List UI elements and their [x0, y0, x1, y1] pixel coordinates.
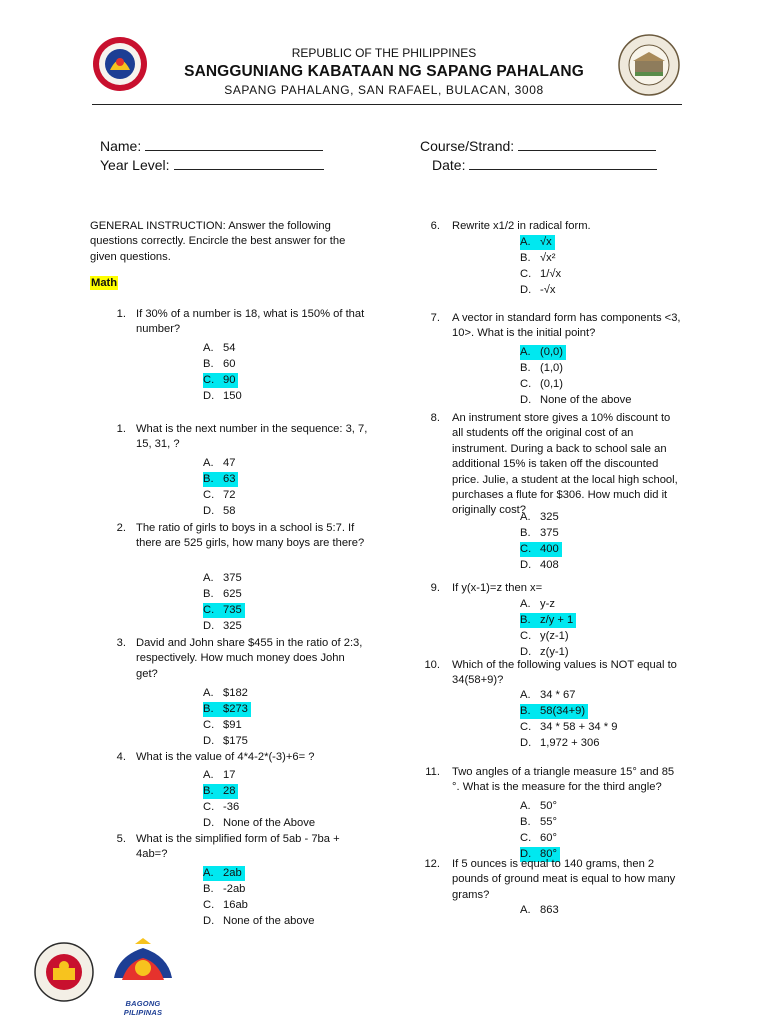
barangay-seal: [618, 34, 680, 96]
answer-choice[interactable]: [203, 768, 235, 783]
answer-choice[interactable]: [520, 736, 599, 751]
answer-choice[interactable]: [203, 898, 248, 913]
answer-choice[interactable]: [203, 341, 235, 356]
answer-choice[interactable]: [520, 815, 557, 830]
choice-letter: B.: [520, 362, 531, 374]
choice-letter: B.: [520, 816, 531, 828]
answer-choice[interactable]: [520, 361, 563, 376]
question-number: 1.: [116, 308, 126, 320]
date-field: [432, 157, 657, 173]
choice-text: 863: [540, 904, 559, 916]
answer-choice[interactable]: [203, 389, 242, 404]
choice-letter: D.: [203, 390, 215, 402]
question-text: The ratio of girls to boys in a school is 5:7. If there are 525 girls, how many boys are there?: [136, 522, 365, 550]
choice-text: 735: [223, 604, 242, 616]
organization-name: SANGGUNIANG KABATAAN NG SAPANG PAHALANG: [184, 63, 584, 80]
section-label-math: Math: [91, 277, 118, 289]
answer-choice-highlighted[interactable]: [203, 784, 238, 799]
choice-letter: C.: [203, 374, 215, 386]
choice-text: 1,972 + 306: [540, 737, 600, 749]
choice-text: 150: [223, 390, 242, 402]
choice-letter: A.: [203, 687, 214, 699]
choice-text: 80°: [540, 848, 557, 860]
answer-choice[interactable]: [520, 597, 555, 612]
choice-letter: C.: [520, 543, 532, 555]
choice-letter: B.: [203, 473, 214, 485]
choice-letter: D.: [203, 915, 215, 927]
question-number: 3.: [116, 637, 126, 649]
question-text: What is the next number in the sequence: 3, 7, 15, 31, ?: [136, 423, 368, 451]
question-number: 10.: [424, 659, 440, 671]
header-divider: [92, 104, 682, 105]
choice-text: (1,0): [540, 362, 564, 374]
choice-letter: A.: [520, 904, 531, 916]
choice-text: 63: [223, 473, 236, 485]
choice-letter: A.: [203, 342, 214, 354]
answer-choice[interactable]: [520, 267, 561, 282]
answer-choice[interactable]: [520, 283, 555, 298]
question-text: If y(x-1)=z then x=: [452, 582, 543, 594]
name-label: Name:: [100, 138, 142, 154]
answer-choice[interactable]: [203, 686, 248, 701]
answer-choice-highlighted[interactable]: [520, 542, 562, 557]
question-text: If 5 ounces is equal to 140 grams, then 2 pounds of ground meat is equal to how many grams?: [452, 858, 676, 901]
answer-choice[interactable]: [203, 882, 245, 897]
choice-letter: D.: [520, 646, 532, 658]
answer-choice[interactable]: [520, 688, 575, 703]
choice-text: 400: [540, 543, 559, 555]
answer-choice[interactable]: [203, 734, 248, 749]
choice-text: 1/√x: [540, 268, 562, 280]
choice-letter: C.: [520, 378, 532, 390]
answer-choice[interactable]: [203, 488, 235, 503]
answer-choice[interactable]: [520, 903, 559, 918]
choice-letter: A.: [520, 511, 531, 523]
question-number: 4.: [116, 751, 126, 763]
choice-text: (0,0): [540, 346, 564, 358]
choice-text: 625: [223, 588, 242, 600]
choice-letter: C.: [203, 899, 215, 911]
answer-choice[interactable]: [520, 526, 559, 541]
choice-letter: A.: [520, 689, 531, 701]
answer-choice-highlighted[interactable]: [203, 373, 238, 388]
choice-text: None of the above: [223, 915, 315, 927]
course-strand-label: Course/Strand:: [420, 138, 515, 154]
choice-letter: B.: [520, 252, 531, 264]
question-text: David and John share $455 in the ratio of 2:3, respectively. How much money does John get?: [136, 637, 363, 680]
choice-letter: B.: [203, 785, 214, 797]
date-label: Date:: [432, 157, 466, 173]
choice-text: -√x: [540, 284, 556, 296]
choice-text: √x²: [540, 252, 556, 264]
answer-choice[interactable]: [203, 571, 242, 586]
choice-text: 58: [223, 505, 236, 517]
choice-letter: A.: [520, 598, 531, 610]
date-blank[interactable]: [469, 157, 657, 170]
choice-text: 34 * 58 + 34 * 9: [540, 721, 618, 733]
answer-choice[interactable]: [203, 456, 235, 471]
question-number: 11.: [425, 766, 440, 778]
choice-text: √x: [540, 236, 552, 248]
question-text: An instrument store gives a 10% discount to all students off the original cost of an instrument. During a back to school sale an additional 15% is taken off the discounted price. Julie, a student at the local high school, purchases a flute for $306. How much did it originally cost?: [452, 412, 678, 517]
answer-choice[interactable]: [203, 587, 242, 602]
course-strand-blank[interactable]: [518, 138, 656, 151]
choice-text: $273: [223, 703, 248, 715]
choice-text: 28: [223, 785, 236, 797]
municipal-seal: [34, 942, 94, 1002]
choice-letter: A.: [203, 769, 214, 781]
answer-choice-highlighted[interactable]: [520, 613, 576, 628]
answer-choice[interactable]: [203, 800, 239, 815]
choice-letter: A.: [520, 800, 531, 812]
answer-choice-highlighted[interactable]: [520, 704, 588, 719]
choice-text: 34 * 67: [540, 689, 576, 701]
choice-letter: C.: [520, 630, 532, 642]
name-blank[interactable]: [145, 138, 323, 151]
choice-letter: D.: [520, 284, 532, 296]
choice-letter: C.: [203, 719, 215, 731]
choice-text: None of the above: [540, 394, 632, 406]
choice-text: z/y + 1: [540, 614, 574, 626]
choice-letter: A.: [203, 457, 214, 469]
choice-text: 17: [223, 769, 236, 781]
choice-letter: D.: [520, 737, 532, 749]
choice-text: 54: [223, 342, 236, 354]
question-number: 7.: [430, 312, 440, 324]
choice-text: 90: [223, 374, 236, 386]
choice-text: 16ab: [223, 899, 248, 911]
answer-choice[interactable]: [203, 619, 242, 634]
choice-letter: A.: [203, 867, 214, 879]
answer-choice-highlighted[interactable]: [203, 866, 245, 881]
question-number: 8.: [430, 412, 440, 424]
answer-choice[interactable]: [520, 799, 557, 814]
question-number: 9.: [430, 582, 440, 594]
choice-letter: C.: [520, 832, 532, 844]
choice-text: (0,1): [540, 378, 564, 390]
question-text: Two angles of a triangle measure 15° and 85 °. What is the measure for the third angle?: [452, 766, 675, 794]
answer-choice[interactable]: [520, 393, 631, 408]
choice-text: -36: [223, 801, 240, 813]
choice-text: 325: [540, 511, 559, 523]
choice-text: z(y-1): [540, 646, 569, 658]
choice-letter: B.: [520, 614, 531, 626]
answer-choice-highlighted[interactable]: [203, 603, 245, 618]
answer-choice-highlighted[interactable]: [520, 235, 555, 250]
choice-text: 50°: [540, 800, 557, 812]
choice-text: $182: [223, 687, 248, 699]
answer-choice-highlighted[interactable]: [520, 345, 566, 360]
choice-text: 325: [223, 620, 242, 632]
choice-text: 58(34+9): [540, 705, 586, 717]
choice-text: 60°: [540, 832, 557, 844]
answer-choice-highlighted[interactable]: [203, 472, 238, 487]
question-number: 2.: [116, 522, 126, 534]
answer-choice[interactable]: [520, 831, 557, 846]
address-line: SAPANG PAHALANG, SAN RAFAEL, BULACAN, 3008: [224, 83, 544, 97]
answer-choice[interactable]: [520, 510, 559, 525]
answer-choice[interactable]: [520, 720, 617, 735]
choice-text: 375: [540, 527, 559, 539]
question-text: Which of the following values is NOT equal to 34(58+9)?: [452, 659, 677, 687]
choice-letter: B.: [520, 527, 531, 539]
choice-letter: B.: [203, 883, 214, 895]
year-level-blank[interactable]: [174, 157, 324, 170]
answer-choice[interactable]: [203, 718, 242, 733]
choice-text: -2ab: [223, 883, 246, 895]
choice-letter: D.: [203, 505, 215, 517]
answer-choice[interactable]: [203, 504, 235, 519]
choice-letter: C.: [203, 489, 215, 501]
question-text: What is the simplified form of 5ab - 7ba + 4ab=?: [136, 833, 340, 861]
answer-choice[interactable]: [520, 629, 569, 644]
answer-choice[interactable]: [520, 251, 555, 266]
answer-choice[interactable]: [520, 377, 563, 392]
choice-text: 60: [223, 358, 236, 370]
choice-text: y-z: [540, 598, 555, 610]
question-number: 12.: [424, 858, 440, 870]
question-text: A vector in standard form has components <3, 10>. What is the initial point?: [452, 312, 681, 340]
choice-letter: C.: [520, 268, 532, 280]
question-text: What is the value of 4*4-2*(-3)+6= ?: [136, 751, 315, 763]
question-number: 1.: [116, 423, 126, 435]
choice-text: y(z-1): [540, 630, 569, 642]
choice-text: 2ab: [223, 867, 242, 879]
choice-letter: A.: [520, 346, 531, 358]
choice-text: 55°: [540, 816, 557, 828]
choice-letter: C.: [203, 604, 215, 616]
year-level-field: [100, 157, 324, 173]
course-strand-field: [420, 138, 656, 154]
name-field: [100, 138, 323, 154]
choice-text: 72: [223, 489, 236, 501]
year-level-label: Year Level:: [100, 157, 170, 173]
choice-letter: B.: [203, 358, 214, 370]
answer-choice-highlighted[interactable]: [203, 702, 251, 717]
republic-line: REPUBLIC OF THE PHILIPPINES: [291, 46, 477, 60]
question-text: If 30% of a number is 18, what is 150% of that number?: [136, 308, 365, 336]
answer-choice[interactable]: [203, 357, 235, 372]
bagong-pilipinas-logo: [108, 938, 178, 1017]
choice-letter: D.: [520, 848, 532, 860]
question-number: 6.: [430, 220, 440, 232]
sk-logo: [92, 36, 148, 92]
choice-letter: D.: [520, 394, 532, 406]
choice-letter: C.: [203, 801, 215, 813]
choice-letter: A.: [520, 236, 531, 248]
choice-text: $91: [223, 719, 242, 731]
general-instruction: GENERAL INSTRUCTION: Answer the following questions correctly. Encircle the best answer for the given questions.: [90, 220, 346, 263]
question-text: Rewrite x1/2 in radical form.: [452, 220, 591, 232]
answer-choice[interactable]: [203, 914, 314, 929]
answer-choice[interactable]: [520, 558, 559, 573]
choice-letter: D.: [203, 817, 215, 829]
choice-letter: D.: [520, 559, 532, 571]
choice-letter: B.: [520, 705, 531, 717]
choice-text: $175: [223, 735, 248, 747]
choice-letter: C.: [520, 721, 532, 733]
question-number: 5.: [116, 833, 126, 845]
choice-text: 408: [540, 559, 559, 571]
choice-letter: D.: [203, 620, 215, 632]
bagong-pilipinas-text: BAGONG PILIPINAS: [123, 999, 163, 1017]
choice-letter: D.: [203, 735, 215, 747]
choice-text: None of the Above: [223, 817, 316, 829]
answer-choice[interactable]: [203, 816, 315, 831]
choice-letter: A.: [203, 572, 214, 584]
choice-text: 375: [223, 572, 242, 584]
choice-letter: B.: [203, 703, 214, 715]
choice-text: 47: [223, 457, 236, 469]
choice-letter: B.: [203, 588, 214, 600]
